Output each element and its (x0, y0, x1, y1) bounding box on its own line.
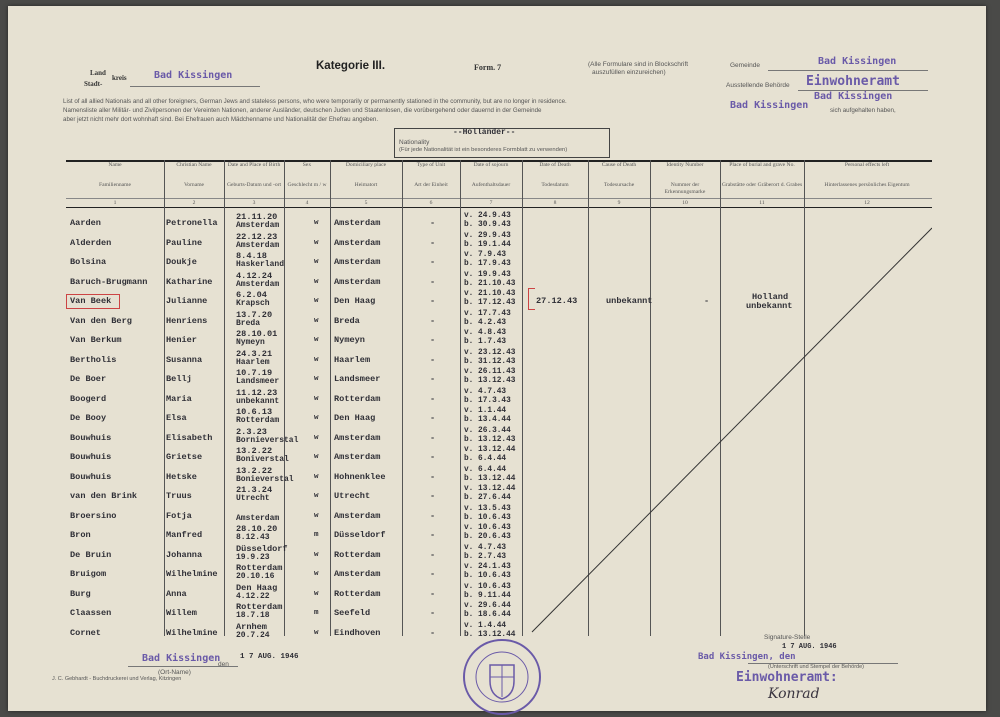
cell-sex: w (314, 297, 319, 305)
cell-burial-1: Holland (752, 292, 789, 302)
column-number: 12 (864, 200, 870, 206)
nationality-box (394, 128, 610, 158)
cell-birth-date: 4.12.24 (236, 270, 273, 281)
cell-first-name: Fotja (166, 510, 192, 521)
cell-home: Rotterdam (334, 393, 381, 404)
cell-stay-from: v. 13.12.44 (464, 485, 516, 493)
cell-unit: - (430, 608, 436, 618)
cell-sex: w (314, 511, 319, 520)
cell-home: Den Haag (334, 296, 376, 306)
cell-stay-from: v. 10.6.43 (464, 524, 511, 532)
column-header-de: Heimatort (354, 182, 378, 188)
cell-unit: - (430, 588, 436, 599)
cell-birth-date: 8.4.18 (236, 251, 267, 261)
cell-stay-from: v. 26.11.43 (464, 368, 516, 376)
column-number: 3 (252, 200, 256, 206)
city-stamp: Bad Kissingen, den (698, 652, 796, 662)
cell-birth-place: 8.12.43 (236, 533, 270, 542)
cell-sex: w (314, 570, 319, 578)
column-header-en: Domiciliary place (345, 162, 387, 168)
cell-unit: - (430, 510, 436, 521)
cell-stay-to: b. 31.12.43 (464, 357, 516, 366)
cell-stay-to: b. 13.12.44 (464, 630, 516, 639)
footer-place-stamp: Bad Kissingen (142, 653, 221, 664)
column-header-en: Personal effects left (844, 162, 890, 168)
cell-first-name: Wilhelmine (166, 627, 218, 638)
cell-sex: w (314, 589, 319, 598)
cell-sex: w (314, 394, 319, 403)
cell-birth-place: 4.12.22 (236, 591, 270, 601)
cell-stay-to: b. 17.9.43 (464, 260, 511, 268)
column-header-de: Todesursache (603, 182, 635, 188)
cell-birth-date: 13.2.22 (236, 446, 273, 456)
cell-first-name: Henier (166, 335, 197, 345)
cell-stay-from: v. 23.12.43 (464, 348, 516, 357)
column-header-de: Grabstätte oder Gräberort d. Grabes (721, 182, 803, 188)
cell-birth-place: 20.7.24 (236, 630, 270, 640)
cell-unit: - (430, 315, 436, 326)
column-header-de: Nummer der Erkennungsmarke (664, 182, 706, 195)
cell-name: De Bruin (70, 549, 112, 560)
column-header-de: Vorname (183, 182, 205, 188)
column-header-de: Todesdatum (541, 182, 569, 188)
document-sheet (8, 6, 986, 711)
column-number: 8 (553, 200, 557, 206)
cell-name: Boogerd (70, 393, 107, 404)
cell-name: Broersino (70, 510, 117, 521)
cell-birth-date: 10.6.13 (236, 407, 273, 417)
column-header-de: Art der Einheit (414, 182, 448, 188)
cell-home: Amsterdam (334, 452, 381, 462)
cell-stay-to: b. 17.12.43 (464, 299, 516, 307)
cell-unit: - (430, 276, 436, 287)
cell-stay-to: b. 2.7.43 (464, 552, 507, 561)
nationality-typed: --Holländer-- (453, 128, 516, 137)
gemeinde-label: Gemeinde (730, 62, 760, 69)
cell-home: Den Haag (334, 413, 376, 423)
cell-birth-place: Haarlem (236, 357, 270, 367)
cell-name: Bouwhuis (70, 471, 112, 482)
column-number: 1 (113, 200, 117, 206)
cell-birth-date: 24.3.21 (236, 348, 273, 359)
cell-first-name: Elsa (166, 413, 187, 423)
community-stamp: Bad Kissingen (730, 100, 809, 111)
cell-birth-place: Amsterdam (236, 513, 280, 523)
cell-birth-date: Rotterdam (236, 602, 283, 612)
cell-birth-date: 6.2.04 (236, 290, 267, 300)
cell-stay-from: v. 24.9.43 (464, 212, 511, 220)
cell-first-name: Henriens (166, 315, 208, 326)
cell-stay-to: b. 20.6.43 (464, 533, 511, 541)
cell-stay-from: v. 29.9.43 (464, 231, 511, 240)
cell-birth-place: 19.9.23 (236, 552, 270, 562)
cell-first-name: Wilhelmine (166, 569, 218, 579)
cell-birth-date: 28.10.01 (236, 329, 278, 339)
cell-unit: - (430, 413, 436, 423)
cell-stay-from: v. 7.9.43 (464, 251, 507, 259)
column-header-en: Date of Death (539, 162, 571, 168)
column-number: 11 (759, 200, 765, 206)
cell-stay-from: v. 4.7.43 (464, 543, 507, 552)
cell-home: Amsterdam (334, 432, 381, 443)
cell-birth-date: 10.7.19 (236, 368, 273, 378)
intro-line-1: List of all allied Nationals and all other foreigners, German Jews and stateless persons, who were temporarily or permanently stationed in the community, but are no longer in residence. (63, 98, 567, 105)
footer-place-label: (Ort-Name) (158, 669, 191, 676)
cell-home: Nymeyn (334, 335, 365, 345)
form-number: Form. 7 (474, 63, 502, 72)
cell-birth-place: Boniverstal (236, 455, 289, 464)
cell-identity: - (704, 296, 710, 306)
cell-first-name: Maria (166, 393, 192, 404)
cell-name: Aarden (70, 218, 101, 228)
gemeinde-stamp: Bad Kissingen (818, 56, 897, 67)
cell-birth-place: Amsterdam (236, 240, 280, 250)
cell-name: Van Berkum (70, 335, 122, 345)
kreis-stamp: Bad Kissingen (154, 70, 233, 81)
form-note-2: auszufüllen einzureichen) (592, 69, 666, 76)
column-number: 7 (489, 200, 493, 206)
cell-name: Bolsina (70, 257, 107, 267)
cell-name: Van den Berg (70, 315, 132, 326)
behoerde-stamp-1: Einwohneramt (806, 74, 900, 89)
cell-home: Düsseldorf (334, 530, 386, 540)
cell-birth-place: unbekannt (236, 396, 280, 406)
cell-home: Breda (334, 315, 360, 326)
cell-name: De Boer (70, 374, 107, 384)
cell-stay-to: b. 13.4.44 (464, 416, 511, 424)
column-header-en: Christian Name (176, 162, 212, 168)
column-number: 9 (617, 200, 621, 206)
cell-stay-to: b. 4.2.43 (464, 318, 507, 327)
cell-stay-to: b. 6.4.44 (464, 455, 507, 463)
column-number: 6 (429, 200, 433, 206)
printer-line: J. C. Gebhardt - Buchdruckerei und Verlag, Kitzingen (52, 676, 182, 682)
nationality-label: Nationality (399, 139, 430, 146)
cell-unit: - (430, 452, 436, 462)
form-note-1: (Alle Formulare sind in Blockschrift (588, 61, 689, 68)
cell-sex: w (314, 472, 319, 481)
cell-stay-from: v. 1.4.44 (464, 621, 507, 630)
column-header-en: Date and Place of Birth (227, 162, 281, 168)
intro-line-2: Namensliste aller Militär- und Zivilpersonen der Vereinten Nationen, anderer Ausländer, deutschen Juden und Staatenlosen, die vorübergehend oder dauernd in der Gemeinde (63, 107, 542, 114)
cell-birth-place: Amsterdam (236, 221, 280, 230)
cell-first-name: Pauline (166, 237, 203, 248)
cell-birth-date: 28.10.20 (236, 524, 278, 534)
stadt-label: Stadt- (84, 80, 103, 88)
cell-birth-date: 13.7.20 (236, 309, 273, 320)
cell-home: Seefeld (334, 608, 371, 618)
cell-unit: - (430, 218, 436, 228)
cell-stay-from: v. 17.7.43 (464, 309, 511, 318)
cell-first-name: Willem (166, 608, 197, 618)
cell-sex: w (314, 375, 319, 383)
cell-sex: w (314, 336, 319, 344)
cell-sex: w (314, 355, 319, 364)
gemeinde-line (768, 70, 928, 71)
footer-date-stamp-2: 1 7 AUG. 1946 (782, 643, 837, 651)
cell-first-name: Petronella (166, 218, 218, 228)
cell-unit: - (430, 569, 436, 579)
cell-stay-from: v. 1.1.44 (464, 407, 507, 415)
cell-stay-from: v. 10.6.43 (464, 582, 511, 591)
cell-sex: w (314, 453, 319, 461)
column-header-en: Identity Number (666, 162, 704, 168)
cell-sex: w (314, 550, 319, 559)
cell-name: Bron (70, 530, 91, 540)
column-header-en: Place of burial and grave No. (729, 162, 795, 168)
column-header-de: Aufenthaltsdauer (471, 182, 511, 188)
cell-first-name: Manfred (166, 530, 203, 540)
cell-birth-place: Krapsch (236, 299, 270, 308)
cell-name: Bruigom (70, 569, 107, 579)
cell-stay-to: b. 18.6.44 (464, 611, 511, 619)
cell-home: Rotterdam (334, 588, 381, 599)
cell-first-name: Elisabeth (166, 432, 213, 443)
cell-stay-from: v. 26.3.44 (464, 426, 511, 435)
signature-label: Signature-Stelle (764, 634, 811, 641)
column-header-en: Name (108, 162, 122, 168)
cell-home: Amsterdam (334, 569, 381, 579)
cell-birth-date: Düsseldorf (236, 543, 288, 554)
cell-unit: - (430, 237, 436, 248)
column-number: 5 (364, 200, 368, 206)
cell-stay-to: b. 1.7.43 (464, 338, 507, 346)
cell-stay-from: v. 24.1.43 (464, 563, 511, 571)
behoerde-stamp-2: Bad Kissingen (814, 91, 893, 102)
cell-first-name: Hetske (166, 471, 197, 482)
cancel-diagonal (66, 160, 932, 636)
intro-line-3: aber jetzt nicht mehr dort wohnhaft sind. Bei Ehefrauen auch Mädchenname und Nationalität der Ehefrau angeben. (63, 116, 379, 123)
behoerde-label: Ausstellende Behörde (726, 82, 790, 89)
cell-home: Amsterdam (334, 218, 381, 228)
column-number: 4 (305, 200, 309, 206)
column-header-de: Familienname (98, 182, 131, 188)
cell-birth-place: Rotterdam (236, 416, 280, 425)
cell-stay-from: v. 6.4.44 (464, 465, 507, 474)
cell-name: De Booy (70, 413, 107, 423)
cell-unit: - (430, 530, 436, 540)
cell-unit: - (430, 471, 436, 482)
column-header-de: Geschlecht m / w (287, 182, 327, 188)
cell-first-name: Truus (166, 491, 192, 501)
cell-unit: - (430, 491, 436, 501)
cell-stay-to: b. 13.12.43 (464, 435, 516, 444)
cell-name: Baruch-Brugmann (70, 276, 148, 287)
cell-sex: w (314, 219, 319, 227)
municipal-seal (460, 637, 544, 717)
cell-name: Bouwhuis (70, 452, 112, 462)
column-header-de: Hinterlassenes persönliches Eigentum (824, 182, 910, 188)
cell-stay-to: b. 10.6.43 (464, 513, 511, 522)
cell-stay-from: v. 4.8.43 (464, 329, 507, 337)
column-header-en: Type of Unit (416, 162, 446, 168)
cell-sex: w (314, 628, 319, 637)
cell-sex: w (314, 316, 319, 325)
cell-birth-date: 2.3.23 (236, 426, 267, 437)
cell-unit: - (430, 335, 436, 345)
column-number: 10 (682, 200, 688, 206)
cell-first-name: Doukje (166, 257, 197, 267)
cell-unit: - (430, 549, 436, 560)
cell-stay-to: b. 27.6.44 (464, 494, 511, 502)
nationality-note: (Für jede Nationalität ist ein besonderes Formblatt zu verwenden) (399, 147, 568, 153)
cell-first-name: Johanna (166, 549, 203, 560)
cell-unit: - (430, 296, 436, 306)
cell-birth-date: 11.12.23 (236, 387, 278, 398)
cell-home: Amsterdam (334, 257, 381, 267)
cell-birth-place: 20.10.16 (236, 572, 275, 581)
cell-home: Hohnenklee (334, 471, 386, 482)
cell-birth-date: Arnhem (236, 621, 267, 632)
cell-stay-from: v. 21.10.43 (464, 290, 516, 298)
office-stamp: Einwohneramt: (736, 670, 838, 685)
cell-stay-to: b. 9.11.44 (464, 591, 511, 600)
cell-birth-date: 13.2.22 (236, 465, 273, 476)
cell-birth-place: Nymeyn (236, 338, 265, 347)
cell-sex: m (314, 531, 319, 539)
cell-sex: w (314, 492, 319, 500)
kreis-line (130, 86, 260, 87)
cell-birth-place: Breda (236, 318, 261, 328)
cell-birth-place: 18.7.18 (236, 611, 270, 620)
cell-home: Rotterdam (334, 549, 381, 560)
footer-date-stamp: 1 7 AUG. 1946 (240, 653, 299, 661)
cell-stay-to: b. 10.6.43 (464, 572, 511, 580)
column-header-en: Cause of Death (601, 162, 637, 168)
cell-stay-from: v. 13.5.43 (464, 504, 511, 513)
cell-birth-date: 21.3.24 (236, 485, 273, 495)
cell-unit: - (430, 354, 436, 365)
column-header-en: Date of sojourn (473, 162, 509, 168)
cell-birth-date: 22.12.23 (236, 231, 278, 242)
cell-birth-place: Landsmeer (236, 377, 280, 386)
cell-first-name: Katharine (166, 276, 213, 287)
cell-unit: - (430, 257, 436, 267)
land-label: Land (90, 69, 106, 77)
cell-home: Haarlem (334, 354, 371, 365)
cell-stay-to: b. 21.10.43 (464, 279, 516, 288)
category-title: Kategorie III. (316, 60, 386, 72)
handwritten-signature: Konrad (768, 686, 820, 702)
den-label: den (218, 661, 229, 668)
cell-name: Van Beek (70, 296, 112, 306)
cell-death-date: 27.12.43 (536, 296, 578, 306)
cell-first-name: Julianne (166, 296, 208, 306)
cell-stay-from: v. 19.9.43 (464, 270, 511, 279)
cell-birth-place: Haskerland (236, 260, 285, 269)
office-label: (Unterschrift und Stempel der Behörde) (768, 664, 864, 670)
cell-home: Amsterdam (334, 276, 381, 287)
cell-birth-place: Bornieverstal (236, 435, 299, 445)
cell-name: Burg (70, 588, 91, 599)
cell-unit: - (430, 393, 436, 404)
column-header-de: Geburts-Datum und -ort (226, 182, 282, 188)
cell-death-cause: unbekannt (606, 296, 653, 306)
cell-unit: - (430, 432, 436, 443)
cell-first-name: Grietse (166, 452, 203, 462)
cell-name: Bouwhuis (70, 432, 112, 443)
cell-first-name: Bellj (166, 374, 192, 384)
cell-sex: m (314, 609, 319, 617)
cell-stay-to: b. 30.9.43 (464, 221, 511, 229)
cell-stay-from: v. 4.7.43 (464, 387, 507, 396)
cell-stay-from: v. 13.12.44 (464, 446, 516, 454)
cell-home: Amsterdam (334, 237, 381, 248)
column-header-en: Sex (302, 162, 312, 168)
cell-birth-place: Bonieverstal (236, 474, 294, 484)
cell-name: Cornet (70, 627, 101, 638)
cell-unit: - (430, 374, 436, 384)
column-number: 2 (192, 200, 196, 206)
cell-first-name: Anna (166, 588, 187, 599)
cell-name: Claassen (70, 608, 112, 618)
cell-home: Eindhoven (334, 627, 381, 638)
cell-stay-to: b. 13.12.44 (464, 474, 516, 483)
cell-stay-to: b. 19.1.44 (464, 240, 511, 249)
cell-burial-2: unbekannt (746, 301, 793, 311)
cell-home: Utrecht (334, 491, 371, 501)
cell-sex: w (314, 238, 319, 247)
cell-sex: w (314, 414, 319, 422)
cell-birth-date: Den Haag (236, 582, 278, 593)
cell-sex: w (314, 277, 319, 286)
cell-home: Amsterdam (334, 510, 381, 521)
cell-birth-date: Rotterdam (236, 563, 283, 573)
cell-stay-to: b. 17.3.43 (464, 396, 511, 405)
cell-birth-place: Utrecht (236, 494, 270, 503)
cell-sex: w (314, 433, 319, 442)
cell-sex: w (314, 258, 319, 266)
cell-unit: - (430, 627, 436, 638)
cell-stay-from: v. 29.6.44 (464, 602, 511, 610)
cell-birth-date: 21.11.20 (236, 212, 278, 222)
kreis-label: kreis (112, 74, 127, 82)
cell-name: Bertholis (70, 354, 117, 365)
cell-stay-to: b. 13.12.43 (464, 377, 516, 385)
cell-first-name: Susanna (166, 354, 203, 365)
cell-home: Landsmeer (334, 374, 381, 384)
cell-birth-place: Amsterdam (236, 279, 280, 289)
cell-name: Alderden (70, 237, 112, 248)
intro-line-2-end: sich aufgehalten haben, (830, 107, 896, 114)
cell-name: van den Brink (70, 491, 138, 501)
